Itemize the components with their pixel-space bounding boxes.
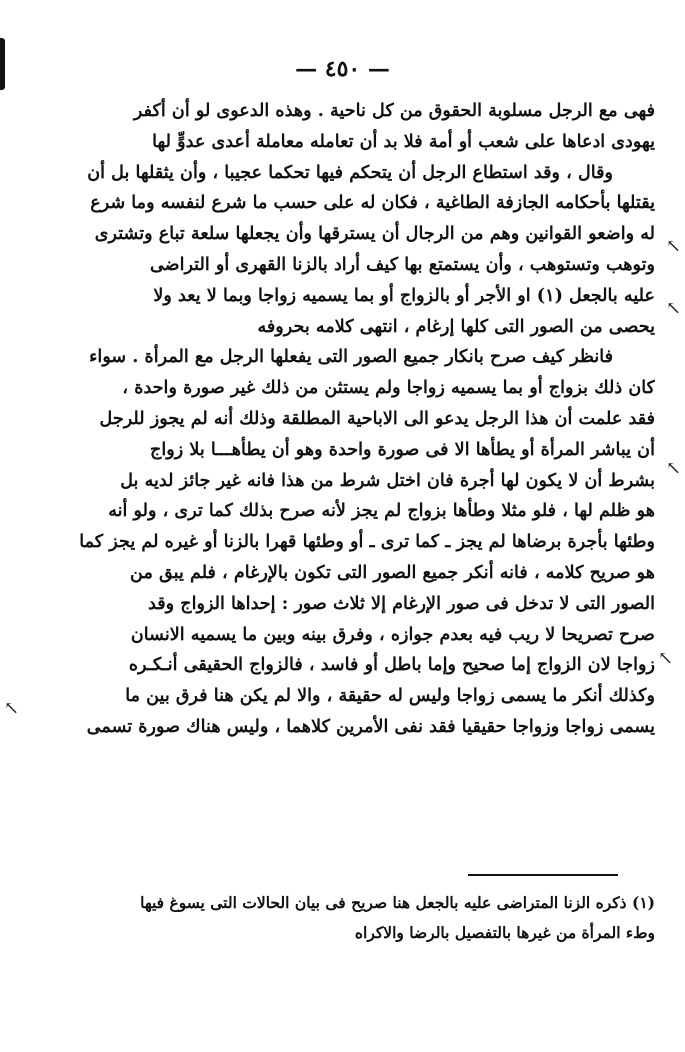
text-line: فهى مع الرجل مسلوبة الحقوق من كل ناحية . وهذه الدعوى لو أن أكفر: [133, 100, 655, 121]
text-line: بشرط أن لا يكون لها أجرة فان اختل شرط من هذا فانه غير جائز لديه بل: [120, 469, 655, 491]
text-line: صرح تصريحا لا ريب فيه بعدم جوازه ، وفرق بينه وبين ما يسميه الانسان: [130, 623, 655, 645]
footnote: [30, 888, 655, 948]
text-line: يحصى من الصور التى كلها إرغام ، انتهى كلامه بحروفه: [257, 315, 655, 337]
text-line: هو صريح كلامه ، فانه أنكر جميع الصور التى تكون بالإرغام ، فلم يبق من: [130, 561, 655, 583]
text-line: زواجا لان الزواج إما صحيح وإما باطل أو فاسد ، فالزواج الحقيقى أنـكـره: [128, 654, 655, 676]
text-line: يهودى ادعاها على شعب أو أمة فلا بد أن تعامله معاملة أعدى عدوٍّ لها: [152, 130, 655, 152]
text-line: عليه بالجعل (١) او الأجر أو بالزواج أو بما يسميه زواجا وبما لا يعد ولا: [153, 284, 655, 306]
text-line: وتوهب وتستوهب ، وأن يستمتع بها كيف أراد بالزنا القهرى أو التراضى: [149, 253, 655, 275]
text-line: وقال ، وقد استطاع الرجل أن يتحكم فيها تحكما عجيبا ، وأن يثقلها بل أن: [87, 161, 613, 183]
text-line: له واضعو القوانين وهم من الرجال أن يسترقها وأن يجعلها سلعة تباع وتشترى: [94, 223, 655, 245]
text-line: هو ظلم لها ، فلو مثلا وطأها بزواج لم يجز لأنه صرح بذلك كما ترى ، ولو أنه: [108, 500, 655, 522]
footnote-line: وطء المرأة من غيرها بالتفصيل بالرضا والاكراه: [354, 923, 655, 942]
margin-annotation-mark: ↖: [666, 298, 682, 319]
margin-annotation-mark: ↖: [658, 648, 674, 669]
body-text: [30, 96, 655, 743]
footnote-line: (١) ذكره الزنا المتراضى عليه بالجعل هنا صريح فى بيان الحالات التى يسوغ فيها: [140, 893, 655, 912]
text-line: يقتلها بأحكامه الجازفة الطاغية ، فكان له على حسب ما شرع لنفسه وما شرع: [90, 192, 655, 214]
text-line: فانظر كيف صرح بانكار جميع الصور التى يفعلها الرجل مع المرأة . سواء: [89, 346, 613, 368]
page-number: — ٤٥٠ —: [295, 56, 390, 82]
text-line: كان ذلك بزواج أو بما يسميه زواجا ولم يستثن من ذلك غير صورة واحدة ،: [122, 377, 655, 399]
margin-annotation-mark: ↖: [666, 236, 682, 257]
text-line: وكذلك أنكر ما يسمى زواجا وليس له حقيقة ، والا لم يكن هنا فرق بين ما: [125, 685, 655, 707]
text-line: وطئها بأجرة برضاها لم يجز ـ كما ترى ـ أو وطئها قهرا بالزنا أو غيره لم يجز كما: [79, 531, 655, 553]
footnote-divider: [468, 874, 618, 876]
margin-annotation-mark: ↖: [4, 698, 20, 719]
text-line: فقد علمت أن هذا الرجل يدعو الى الاباحية المطلقة وذلك أنه لم يجوز للرجل: [99, 407, 655, 429]
text-line: أن يباشر المرأة أو يطأها الا فى صورة واحدة وهو أن يطأهـــا بلا زواج: [150, 438, 655, 460]
text-line: يسمى زواجا وزواجا حقيقيا فقد نفى الأمرين كلاهما ، وليس هناك صورة تسمى: [86, 715, 655, 737]
text-line: الصور التى لا تدخل فى صور الإرغام إلا ثلاث صور : إحداها الزواج وقد: [147, 592, 655, 614]
margin-annotation-mark: ↖: [666, 458, 682, 479]
